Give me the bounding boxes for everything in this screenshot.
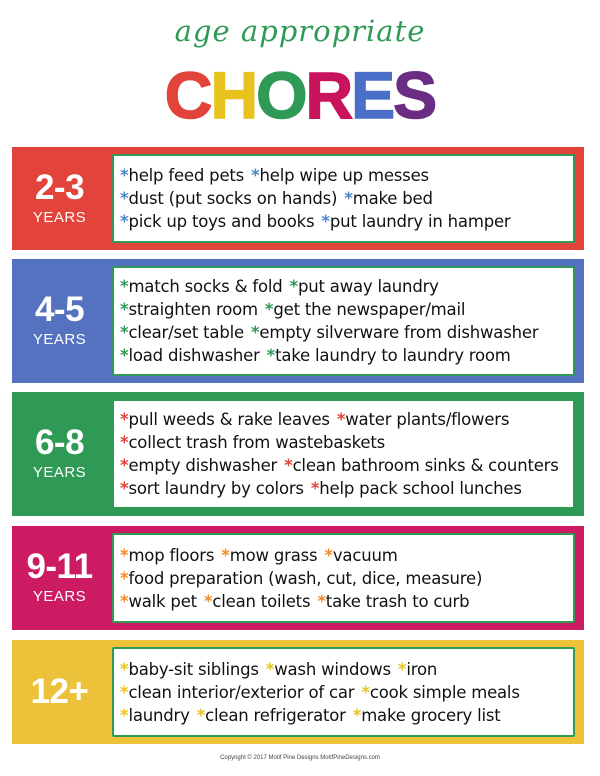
chore-item: clear/set table [128,323,244,342]
chore-item: straighten room [128,300,258,319]
chore-line [120,344,567,367]
bullet-star-icon: * [120,591,129,611]
chore-card [112,266,575,376]
bullet-star-icon: * [120,545,129,565]
chore-item: help pack school lunches [319,479,522,498]
chore-item: collect trash from wastebaskets [128,433,386,452]
bullet-star-icon: * [120,568,129,588]
chore-item: clean refrigerator [205,705,346,725]
bullet-star-icon: * [120,479,129,498]
chore-line [120,590,567,613]
chore-item: make grocery list [361,705,501,725]
age-band-4 [12,640,584,744]
bullet-star-icon: * [120,659,129,679]
chore-item: help feed pets [128,166,245,185]
bullet-star-icon: * [324,545,333,565]
age-label-block [12,259,107,383]
age-label-block [12,526,107,630]
age-range: 4-5 [34,290,85,329]
bullet-star-icon: * [120,189,129,208]
bullet-star-icon: * [352,705,362,725]
bullet-star-icon: * [265,659,275,679]
bullet-star-icon: * [120,682,129,702]
chore-item: mop floors [128,545,215,565]
bullet-star-icon: * [284,456,293,475]
chore-item: load dishwasher [128,346,260,365]
chore-item: get the newspaper/mail [273,300,466,319]
bullet-star-icon: * [310,479,320,498]
bullet-star-icon: * [120,410,129,429]
chore-card [112,399,575,509]
title-letter: H [210,58,257,132]
subtitle: age appropriate [174,14,426,48]
chore-line [120,321,567,344]
chore-item: put laundry in hamper [329,212,511,231]
age-band-2 [12,392,584,516]
bullet-star-icon: * [120,346,129,365]
bullet-star-icon: * [120,456,129,475]
bullet-star-icon: * [203,591,213,611]
chore-card [112,647,575,737]
chore-line [120,658,567,681]
age-band-1 [12,259,584,383]
chore-item: help wipe up messes [259,166,429,185]
chore-item: iron [406,659,438,679]
age-range: 12+ [30,672,89,711]
bullet-star-icon: * [251,166,260,185]
bullet-star-icon: * [397,659,407,679]
chore-item: sort laundry by colors [128,479,304,498]
chore-item: laundry [128,705,190,725]
chore-item: take laundry to laundry room [275,346,511,365]
chore-item: pull weeds & rake leaves [128,410,330,429]
years-label: YEARS [32,588,87,605]
chore-item: empty dishwasher [128,456,278,475]
chore-item: cook simple meals [369,682,520,702]
chore-line [120,408,567,431]
age-band-0 [12,147,584,250]
bullet-star-icon: * [250,323,260,342]
chore-line [120,567,567,590]
chore-line [120,431,567,454]
chore-item: pick up toys and books [128,212,315,231]
title-letter: R [305,58,352,132]
chore-item: take trash to curb [325,591,470,611]
age-label-block [12,147,107,250]
age-band-3 [12,526,584,630]
bullet-star-icon: * [321,212,330,231]
chore-line [120,681,567,704]
chore-line [120,275,567,298]
years-label: YEARS [32,464,87,481]
chore-card [112,154,575,243]
bullet-star-icon: * [196,705,206,725]
bullet-star-icon: * [344,189,353,208]
chore-item: put away laundry [297,277,439,296]
chore-item: dust (put socks on hands) [128,189,338,208]
chore-line [120,544,567,567]
chore-item: wash windows [274,659,391,679]
chore-card [112,533,575,623]
chore-item: walk pet [128,591,197,611]
age-range: 6-8 [34,423,85,462]
bullet-star-icon: * [120,212,129,231]
chore-item: water plants/flowers [345,410,510,429]
bullet-star-icon: * [120,166,129,185]
bullet-star-icon: * [120,300,129,319]
title-letter: E [351,58,394,132]
page-title [0,60,600,130]
bullet-star-icon: * [264,300,274,319]
age-range: 9-11 [26,547,93,586]
years-label: YEARS [32,331,87,348]
chore-item: empty silverware from dishwasher [259,323,539,342]
bullet-star-icon: * [317,591,326,611]
chore-line [120,187,567,210]
chore-item: baby-sit siblings [128,659,259,679]
years-label: YEARS [32,208,87,226]
chore-item: make bed [352,189,433,208]
chore-item: food preparation (wash, cut, dice, measure) [128,568,483,588]
chore-line [120,477,567,500]
bullet-star-icon: * [289,277,298,296]
chore-line [120,298,567,321]
chore-line [120,454,567,477]
title-letter: O [256,58,306,132]
title-letter: C [164,58,211,132]
age-label-block [12,392,107,516]
age-label-block [12,640,107,744]
chore-item: clean bathroom sinks & counters [292,456,559,475]
chore-line [120,164,567,187]
chore-item: match socks & fold [128,277,283,296]
bullet-star-icon: * [120,323,129,342]
bullet-star-icon: * [361,682,370,702]
chore-item: clean toilets [212,591,311,611]
bullet-star-icon: * [266,346,276,365]
chore-item: clean interior/exterior of car [128,682,355,702]
chore-line [120,704,567,727]
bullet-star-icon: * [120,705,129,725]
age-range: 2-3 [34,167,85,207]
bullet-star-icon: * [120,433,129,452]
chore-line [120,210,567,233]
chore-item: mow grass [229,545,318,565]
title-letter: S [393,58,436,132]
copyright-notice: Copyright © 2017 Motif Pine Designs MotifPineDesigns.com [220,755,380,761]
bullet-star-icon: * [336,410,346,429]
bullet-star-icon: * [221,545,230,565]
chore-item: vacuum [332,545,398,565]
bullet-star-icon: * [120,277,129,296]
